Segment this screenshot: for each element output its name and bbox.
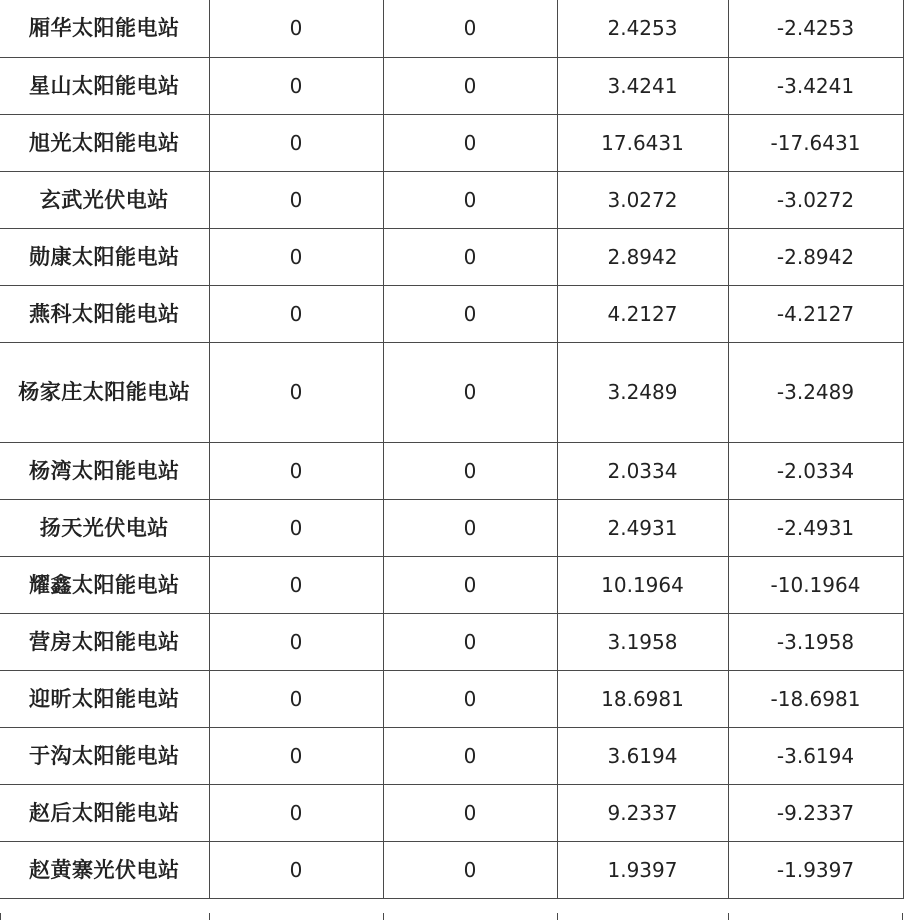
value-cell-4: -3.2489: [728, 342, 903, 442]
value-cell-3: 1.9397: [557, 841, 728, 898]
value-cell-2: 0: [383, 784, 557, 841]
table-row: [0, 613, 903, 670]
station-name-cell: 迎昕太阳能电站: [0, 670, 209, 727]
table-row: [0, 670, 903, 727]
station-name-cell: 玄武光伏电站: [0, 171, 209, 228]
value-cell-1: 0: [209, 556, 383, 613]
value-cell-3: 4.2127: [557, 285, 728, 342]
station-name-cell: 于沟太阳能电站: [0, 727, 209, 784]
value-cell-2: 0: [383, 0, 557, 57]
value-cell-1: 0: [209, 171, 383, 228]
value-cell-3: 2.8942: [557, 228, 728, 285]
value-cell-4: -2.4253: [728, 0, 903, 57]
station-name-cell: 星山太阳能电站: [0, 57, 209, 114]
value-cell-4: -3.1958: [728, 613, 903, 670]
value-cell-2: 0: [383, 171, 557, 228]
value-cell-1: 0: [209, 613, 383, 670]
table-row: [0, 784, 903, 841]
value-cell-4: -2.0334: [728, 442, 903, 499]
value-cell-3: 3.0272: [557, 171, 728, 228]
next-row-cell: [383, 913, 557, 920]
value-cell-3: 9.2337: [557, 784, 728, 841]
value-cell-1: 0: [209, 0, 383, 57]
station-name-cell: 赵后太阳能电站: [0, 784, 209, 841]
value-cell-4: -17.6431: [728, 114, 903, 171]
value-cell-2: 0: [383, 613, 557, 670]
value-cell-4: -3.4241: [728, 57, 903, 114]
table-row: [0, 556, 903, 613]
value-cell-4: -3.6194: [728, 727, 903, 784]
value-cell-4: -2.8942: [728, 228, 903, 285]
value-cell-1: 0: [209, 228, 383, 285]
value-cell-1: 0: [209, 342, 383, 442]
value-cell-3: 3.4241: [557, 57, 728, 114]
value-cell-2: 0: [383, 57, 557, 114]
value-cell-3: 2.4931: [557, 499, 728, 556]
station-name-cell: 厢华太阳能电站: [0, 0, 209, 57]
next-row-cell: [209, 913, 383, 920]
value-cell-2: 0: [383, 727, 557, 784]
value-cell-1: 0: [209, 727, 383, 784]
value-cell-3: 3.1958: [557, 613, 728, 670]
station-name-cell: 燕科太阳能电站: [0, 285, 209, 342]
table-row: [0, 0, 903, 57]
station-name-cell: 杨家庄太阳能电站: [0, 342, 209, 442]
table-row: [0, 171, 903, 228]
table-row: [0, 285, 903, 342]
next-row-cell: [0, 913, 209, 920]
value-cell-2: 0: [383, 342, 557, 442]
value-cell-2: 0: [383, 442, 557, 499]
value-cell-2: 0: [383, 114, 557, 171]
value-cell-3: 2.4253: [557, 0, 728, 57]
value-cell-1: 0: [209, 784, 383, 841]
value-cell-1: 0: [209, 57, 383, 114]
table-row: [0, 727, 903, 784]
value-cell-1: 0: [209, 285, 383, 342]
next-row-cell: [557, 913, 728, 920]
value-cell-3: 17.6431: [557, 114, 728, 171]
next-row-cell: [728, 913, 903, 920]
value-cell-4: -4.2127: [728, 285, 903, 342]
table-row: [0, 342, 903, 442]
value-cell-2: 0: [383, 670, 557, 727]
value-cell-3: 3.6194: [557, 727, 728, 784]
value-cell-4: -1.9397: [728, 841, 903, 898]
table-row: [0, 841, 903, 898]
value-cell-3: 10.1964: [557, 556, 728, 613]
value-cell-1: 0: [209, 114, 383, 171]
station-name-cell: 耀鑫太阳能电站: [0, 556, 209, 613]
value-cell-3: 3.2489: [557, 342, 728, 442]
value-cell-2: 0: [383, 228, 557, 285]
station-name-cell: 营房太阳能电站: [0, 613, 209, 670]
value-cell-4: -18.6981: [728, 670, 903, 727]
value-cell-1: 0: [209, 499, 383, 556]
station-name-cell: 杨湾太阳能电站: [0, 442, 209, 499]
value-cell-4: -2.4931: [728, 499, 903, 556]
value-cell-4: -10.1964: [728, 556, 903, 613]
station-name-cell: 赵黄寨光伏电站: [0, 841, 209, 898]
station-name-cell: 勋康太阳能电站: [0, 228, 209, 285]
table-row: [0, 114, 903, 171]
table-row: [0, 228, 903, 285]
value-cell-1: 0: [209, 670, 383, 727]
value-cell-2: 0: [383, 285, 557, 342]
table-row: [0, 442, 903, 499]
value-cell-4: -3.0272: [728, 171, 903, 228]
station-name-cell: 旭光太阳能电站: [0, 114, 209, 171]
table-row: [0, 57, 903, 114]
station-name-cell: 扬天光伏电站: [0, 499, 209, 556]
value-cell-3: 2.0334: [557, 442, 728, 499]
value-cell-2: 0: [383, 556, 557, 613]
value-cell-1: 0: [209, 841, 383, 898]
value-cell-2: 0: [383, 841, 557, 898]
value-cell-1: 0: [209, 442, 383, 499]
value-cell-3: 18.6981: [557, 670, 728, 727]
table-row: [0, 499, 903, 556]
value-cell-4: -9.2337: [728, 784, 903, 841]
next-row-edge: [0, 913, 903, 920]
value-cell-2: 0: [383, 499, 557, 556]
